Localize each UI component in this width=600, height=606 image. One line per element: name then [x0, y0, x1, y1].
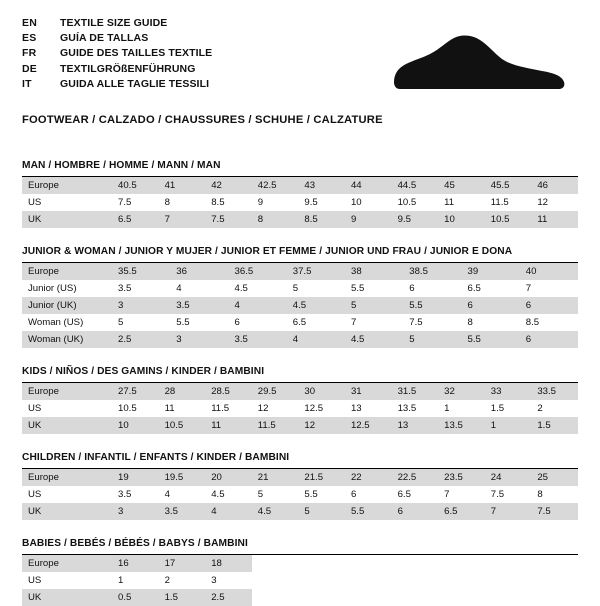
cell: 43	[298, 177, 345, 194]
cell: 28	[159, 383, 206, 400]
language-code: DE	[22, 62, 37, 75]
cell: 42.5	[252, 177, 299, 194]
cell: 1	[118, 575, 124, 586]
cell	[392, 572, 439, 589]
cell: 4	[287, 331, 345, 348]
table-row	[22, 280, 578, 297]
cell: 4.5	[287, 297, 345, 314]
cell: 10	[112, 417, 159, 434]
table-row	[22, 572, 578, 589]
cell: 10.5	[118, 403, 137, 414]
group-man	[22, 160, 578, 228]
language-title: TEXTILGRÖßENFÜHRUNG	[60, 62, 196, 75]
cell	[345, 572, 392, 589]
cell: 10	[438, 211, 485, 228]
cell: 0.5	[112, 589, 159, 606]
language-row	[22, 62, 212, 77]
row-label: Europe	[22, 383, 112, 400]
cell: 7	[159, 211, 206, 228]
language-row	[22, 16, 212, 31]
cell: 13	[392, 417, 439, 434]
cell: 21.5	[298, 469, 345, 486]
cell: 6.5	[397, 489, 411, 500]
cell: 4	[164, 489, 170, 500]
cell: 6	[520, 297, 578, 314]
cell: 5.5	[304, 489, 318, 500]
cell: 2.5	[205, 589, 252, 606]
cell: 7.5	[490, 489, 505, 500]
language-row	[22, 46, 212, 61]
cell: 31	[345, 383, 392, 400]
cell: 7	[444, 489, 450, 500]
table-row	[22, 383, 578, 400]
cell: 1.5	[531, 417, 578, 434]
cell: 6	[234, 317, 240, 328]
row-label: US	[28, 403, 42, 414]
cell: 7	[525, 283, 532, 294]
cell: 4.5	[252, 503, 299, 520]
cell: 8	[467, 317, 473, 328]
cell: 12.5	[345, 417, 392, 434]
cell: 12	[257, 403, 269, 414]
cell: 5.5	[403, 297, 461, 314]
cell: 8	[537, 489, 543, 500]
cell: 11.5	[252, 417, 299, 434]
cell: 35.5	[112, 263, 170, 280]
cell: 36	[170, 263, 228, 280]
cell: 9.5	[392, 211, 439, 228]
language-code: ES	[22, 32, 37, 45]
table-row	[22, 194, 578, 211]
cell: 6	[462, 297, 520, 314]
language-title: GUÍA DE TALLAS	[60, 32, 149, 45]
cell: 11.5	[211, 403, 230, 414]
row-label: Europe	[22, 263, 112, 280]
cell: 1.5	[159, 589, 206, 606]
cell: 24	[485, 469, 532, 486]
cell: 33.5	[531, 383, 578, 400]
language-title: TEXTILE SIZE GUIDE	[60, 17, 168, 29]
cell	[531, 555, 578, 572]
cell: 7	[485, 503, 532, 520]
language-code: FR	[22, 47, 37, 60]
cell: 36.5	[229, 263, 287, 280]
cell: 16	[112, 555, 159, 572]
cell: 44	[345, 177, 392, 194]
cell: 5.5	[176, 317, 190, 328]
table-row	[22, 331, 578, 348]
group-babies	[22, 538, 578, 606]
cell: 11	[164, 403, 175, 414]
cell: 31.5	[392, 383, 439, 400]
cell: 3.5	[118, 283, 132, 294]
cell: 6	[392, 503, 439, 520]
table-row	[22, 211, 578, 228]
cell: 5	[345, 297, 403, 314]
cell: 6	[350, 489, 357, 500]
cell	[298, 555, 345, 572]
table-row	[22, 555, 578, 572]
cell: 8	[252, 211, 299, 228]
cell: 28.5	[205, 383, 252, 400]
size-table-babies	[22, 555, 578, 606]
cell: 8.5	[298, 211, 345, 228]
cell: 9.5	[304, 197, 318, 208]
row-label: Junior (US)	[28, 283, 77, 294]
size-table-junior-woman	[22, 263, 578, 348]
cell: 27.5	[112, 383, 159, 400]
cell: 2	[164, 575, 170, 586]
cell: 3.5	[229, 331, 287, 348]
cell	[531, 572, 578, 589]
cell: 6.5	[438, 503, 485, 520]
size-table-kids	[22, 383, 578, 434]
cell	[345, 555, 392, 572]
cell	[531, 589, 578, 606]
cell: 6.5	[467, 283, 481, 294]
table-row	[22, 263, 578, 280]
row-label: Woman (US)	[28, 317, 84, 328]
cell	[438, 555, 485, 572]
cell: 44.5	[392, 177, 439, 194]
size-table-children	[22, 469, 578, 520]
cell: 3	[170, 331, 228, 348]
group-kids	[22, 366, 578, 434]
cell	[438, 589, 485, 606]
cell: 12.5	[304, 403, 324, 414]
cell: 10.5	[397, 197, 417, 208]
cell: 4	[229, 297, 287, 314]
cell	[252, 555, 299, 572]
cell	[438, 572, 485, 589]
cell: 13.5	[397, 403, 417, 414]
cell: 11	[205, 417, 252, 434]
language-row	[22, 77, 212, 92]
cell: 20	[205, 469, 252, 486]
table-row	[22, 177, 578, 194]
document-header	[22, 16, 578, 102]
group-title: JUNIOR & WOMAN / JUNIOR Y MUJER / JUNIOR ET FEMME / JUNIOR UND FRAU / JUNIOR E DONA	[22, 246, 578, 263]
dress-shoe-silhouette-icon	[388, 34, 568, 98]
row-label: US	[28, 489, 42, 500]
cell: 6	[520, 331, 578, 348]
table-row	[22, 589, 578, 606]
cell: 7.5	[205, 211, 252, 228]
row-label: UK	[22, 589, 112, 606]
cell: 1.5	[490, 403, 505, 414]
cell: 19	[112, 469, 159, 486]
table-row	[22, 503, 578, 520]
cell: 4	[205, 503, 252, 520]
cell	[252, 589, 299, 606]
cell: 38.5	[403, 263, 461, 280]
cell: 1	[444, 403, 450, 414]
cell: 38	[345, 263, 403, 280]
cell	[485, 572, 532, 589]
cell: 5	[292, 283, 299, 294]
cell: 3.5	[118, 489, 132, 500]
cell: 3.5	[170, 297, 228, 314]
cell: 9	[257, 197, 264, 208]
row-label: UK	[22, 503, 112, 520]
cell: 3	[112, 503, 159, 520]
cell: 12	[537, 197, 549, 208]
cell: 5.5	[351, 283, 365, 294]
row-label: UK	[22, 211, 112, 228]
cell: 22	[345, 469, 392, 486]
cell: 6.5	[292, 317, 307, 328]
cell: 40	[520, 263, 578, 280]
cell: 13.5	[438, 417, 485, 434]
group-title: CHILDREN / INFANTIL / ENFANTS / KINDER / BAMBINI	[22, 452, 578, 469]
cell	[392, 589, 439, 606]
language-title-list	[22, 16, 212, 92]
cell: 13	[350, 403, 362, 414]
cell: 10.5	[159, 417, 206, 434]
cell: 5	[257, 489, 264, 500]
cell: 30	[298, 383, 345, 400]
language-code: IT	[22, 77, 32, 90]
group-title: MAN / HOMBRE / HOMME / MANN / MAN	[22, 160, 578, 177]
language-title: GUIDE DES TAILLES TEXTILE	[60, 47, 213, 60]
footwear-section-title: FOOTWEAR / CALZADO / CHAUSSURES / SCHUHE / CALZATURE	[22, 114, 383, 126]
cell	[485, 589, 532, 606]
group-junior-woman	[22, 246, 578, 348]
cell: 4	[176, 283, 182, 294]
cell: 5	[118, 317, 124, 328]
cell: 3	[112, 297, 170, 314]
row-label: Woman (UK)	[22, 331, 112, 348]
row-label: Europe	[22, 469, 112, 486]
cell: 41	[159, 177, 206, 194]
cell: 4.5	[211, 489, 225, 500]
row-label: UK	[22, 417, 112, 434]
cell: 19.5	[159, 469, 206, 486]
cell: 6	[409, 283, 415, 294]
cell: 3.5	[159, 503, 206, 520]
table-row	[22, 417, 578, 434]
group-title: KIDS / NIÑOS / DES GAMINS / KINDER / BAMBINI	[22, 366, 578, 383]
cell: 4.5	[345, 331, 403, 348]
cell: 22.5	[392, 469, 439, 486]
cell: 33	[485, 383, 532, 400]
row-label: US	[28, 197, 42, 208]
cell: 2.5	[112, 331, 170, 348]
row-label: Junior (UK)	[22, 297, 112, 314]
cell: 25	[531, 469, 578, 486]
cell: 3	[211, 575, 217, 586]
cell: 1	[485, 417, 532, 434]
cell: 7.5	[118, 197, 132, 208]
row-label: Europe	[22, 555, 112, 572]
cell: 11	[531, 211, 578, 228]
cell: 40.5	[112, 177, 159, 194]
cell: 7.5	[409, 317, 423, 328]
cell: 5.5	[345, 503, 392, 520]
cell: 8.5	[525, 317, 540, 328]
cell: 32	[438, 383, 485, 400]
cell: 6.5	[112, 211, 159, 228]
cell: 5.5	[462, 331, 520, 348]
cell: 7.5	[531, 503, 578, 520]
cell	[345, 589, 392, 606]
table-row	[22, 469, 578, 486]
cell: 17	[159, 555, 206, 572]
language-title: GUIDA ALLE TAGLIE TESSILI	[60, 77, 210, 90]
row-label: US	[28, 575, 42, 586]
cell: 10.5	[485, 211, 532, 228]
cell	[298, 572, 345, 589]
cell: 21	[252, 469, 299, 486]
group-children	[22, 452, 578, 520]
cell: 8.5	[211, 197, 225, 208]
cell: 2	[537, 403, 543, 414]
cell	[298, 589, 345, 606]
table-row	[22, 486, 578, 503]
table-row	[22, 297, 578, 314]
cell: 11.5	[490, 197, 509, 208]
cell: 42	[205, 177, 252, 194]
cell	[392, 555, 439, 572]
group-title: BABIES / BEBÉS / BÉBÉS / BABYS / BAMBINI	[22, 538, 578, 555]
cell: 11	[444, 197, 455, 208]
cell: 10	[350, 197, 362, 208]
cell: 37.5	[287, 263, 345, 280]
language-code: EN	[22, 17, 37, 29]
cell: 29.5	[252, 383, 299, 400]
cell	[252, 572, 299, 589]
row-label: Europe	[22, 177, 112, 194]
cell: 45	[438, 177, 485, 194]
cell: 4.5	[234, 283, 248, 294]
language-row	[22, 31, 212, 46]
cell: 5	[403, 331, 461, 348]
cell: 46	[531, 177, 578, 194]
table-row	[22, 400, 578, 417]
cell: 7	[351, 317, 357, 328]
table-row	[22, 314, 578, 331]
cell	[485, 555, 532, 572]
cell: 39	[462, 263, 520, 280]
cell: 8	[164, 197, 170, 208]
cell: 23.5	[438, 469, 485, 486]
cell: 18	[205, 555, 252, 572]
size-table-man	[22, 177, 578, 228]
cell: 9	[345, 211, 392, 228]
cell: 12	[298, 417, 345, 434]
cell: 45.5	[485, 177, 532, 194]
cell: 5	[298, 503, 345, 520]
